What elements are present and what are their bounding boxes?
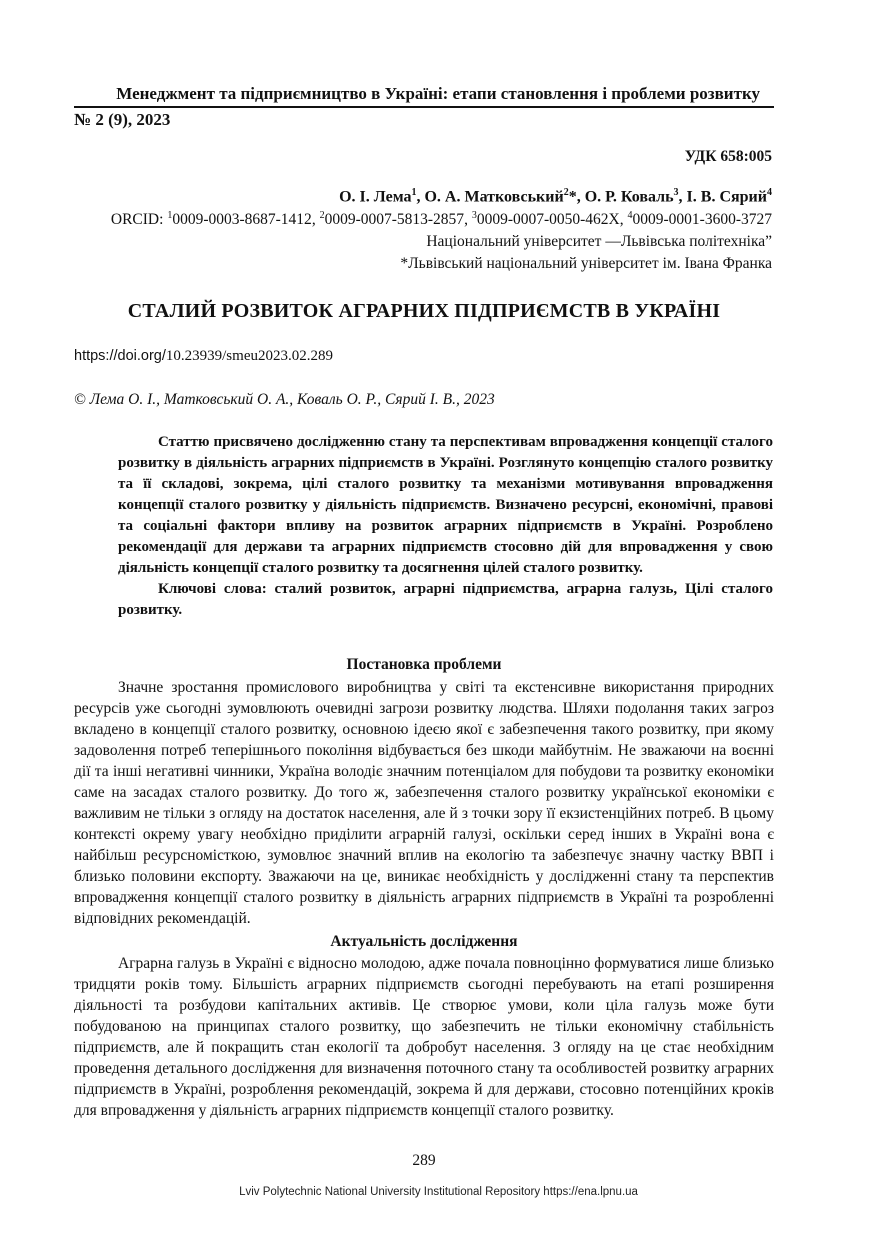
issue-number: № 2 (9), 2023: [74, 110, 171, 129]
orcid-link[interactable]: 0009-0007-5813-2857: [324, 211, 465, 229]
orcid-mark: 2: [319, 210, 325, 221]
author-name: О. А. Матковський: [424, 188, 564, 206]
doi-link[interactable]: [74, 348, 333, 365]
section-heading-relevance: Актуальність дослідження: [330, 933, 518, 950]
page-number: 289: [412, 1152, 436, 1169]
doi-prefix[interactable]: https://doi.org/: [74, 348, 166, 364]
section-heading-problem: Постановка проблеми: [346, 656, 502, 673]
author-name: О. Р. Коваль: [584, 188, 674, 206]
author-name: І. В. Сярий: [686, 188, 767, 206]
header-rule: [74, 106, 774, 108]
abstract-block: [118, 432, 773, 621]
orcid-mark: 3: [471, 210, 477, 221]
article-title: СТАЛИЙ РОЗВИТОК АГРАРНИХ ПІДПРИЄМСТВ В УКРАЇНІ: [127, 300, 721, 322]
abstract-text: Статтю присвячено дослідженню стану та перспективам впровадження концепції сталого розвитку в діяльність аграрних підприємств в Україні. Розглянуто концепцію сталого розвитку та її складові, зокрема, цілі сталого розвитку та механізми мотивування впровадження концепції сталого розвитку у діяльність підприємств. Визначено ресурсні, економічні, правові та соціальні фактори впливу на розвиток аграрних підприємств в Україні. Розроблено рекомендації для держави та аграрних підприємств стосовно дій для впровадження у свою діяльність концепції сталого розвитку та досягнення цілей сталого розвитку.: [118, 434, 773, 576]
doi-suffix[interactable]: 10.23939/smeu2023.02.289: [165, 348, 333, 364]
paragraph: Значне зростання промислового виробництва у світі та екстенсивне використання природних ресурсів уже сьогодні зумовлюють очевидні загрози розвитку людства. Шляхи подолання таких загроз вкладено в концепції сталого розвитку, основною ідеєю якої є забезпечення такого розвитку, при якому задоволення потреб теперішнього покоління відбувається без шкоди майбутнім. Не зважаючи на воєнні дії та інші негативні чинники, Україна володіє значним потенціалом для побудови та розвитку економіки саме на засадах сталого розвитку. До того ж, забезпечення сталого розвитку української економіки є важливим не тільки з огляду на достаток населення, але й з точки зору її екзистенційних потреб. В цьому контексті окрему увагу необхідно приділити аграрній галузі, оскільки серед інших в Україні вона є найбільш ресурсномісткою, зумовлює значний вплив на екологію та забезпечує значну частку ВВП і близько половини експорту. Зважаючи на це, виникає необхідність у дослідженні стану та перспектив впровадження концепції сталого розвитку в діяльність аграрних підприємств в Україні та розробленні відповідних рекомендацій.: [74, 679, 774, 927]
author-mark: 3: [673, 187, 679, 198]
orcid-link[interactable]: 0009-0001-3600-3727: [632, 211, 772, 229]
author-list: О. І. Лема$^1$, О. А. Матковський$^2$*, О. Р. Коваль$^3$, І. В. Сярий$^4$: [339, 187, 772, 206]
repository-footer[interactable]: Lviv Polytechnic National University Institutional Repository https://ena.lpnu.ua: [239, 1186, 638, 1198]
author-mark: 2: [563, 187, 569, 198]
affiliation-1: Національний університет ―Львівська політехніка”: [426, 233, 772, 250]
author-mark: 4: [767, 187, 772, 198]
section-body-relevance: [74, 953, 774, 1121]
orcid-link[interactable]: 0009-0003-8687-1412: [172, 211, 312, 229]
section-body-problem: [74, 677, 774, 929]
author-name: О. І. Лема: [339, 188, 412, 206]
affiliation-2: *Львівський національний університет ім. Івана Франка: [400, 255, 772, 272]
orcid-label: ORCID:: [110, 211, 164, 229]
keywords-text: Ключові слова: сталий розвиток, аграрні підприємства, аграрна галузь, Цілі сталого розвитку.: [118, 581, 773, 618]
paragraph: Аграрна галузь в Україні є відносно молодою, адже почала повноцінно формуватися лише близько тридцяти років тому. Більшість аграрних підприємств сьогодні перебувають на етапі розширення діяльності та розбудови капітальних активів. Це створює умови, коли ціла галузь може бути побудованою на принципах сталого розвитку, що забезпечить не тільки економічну стабільність підприємств, але й покращить стан екології та добробут населення. З огляду на це стає необхідним проведення детального дослідження для визначення поточного стану та особливостей розвитку аграрних підприємств в Україні, розроблення рекомендацій, зокрема й для держави, стосовно потенційних кроків для впровадження у діяльність аграрних підприємств концепції сталого розвитку.: [74, 955, 774, 1119]
author-mark: 1: [411, 187, 417, 198]
author-star: *: [568, 188, 577, 206]
copyright-line: © Лема О. І., Матковський О. А., Коваль О. Р., Сярий І. В., 2023: [74, 391, 495, 408]
journal-title: Менеджмент та підприємництво в Україні: етапи становлення і проблеми розвитку: [116, 84, 760, 103]
udk-code: УДК 658:005: [684, 148, 772, 165]
orcid-mark: 1: [167, 210, 173, 221]
orcid-line: ORCID: $^1$0009-0003-8687-1412, $^2$0009-0007-5813-2857, $^3$0009-0007-0050-462X, $^4$0009-0001-3600-3727: [110, 210, 772, 229]
orcid-link[interactable]: 0009-0007-0050-462X: [476, 211, 620, 229]
orcid-mark: 4: [627, 210, 633, 221]
